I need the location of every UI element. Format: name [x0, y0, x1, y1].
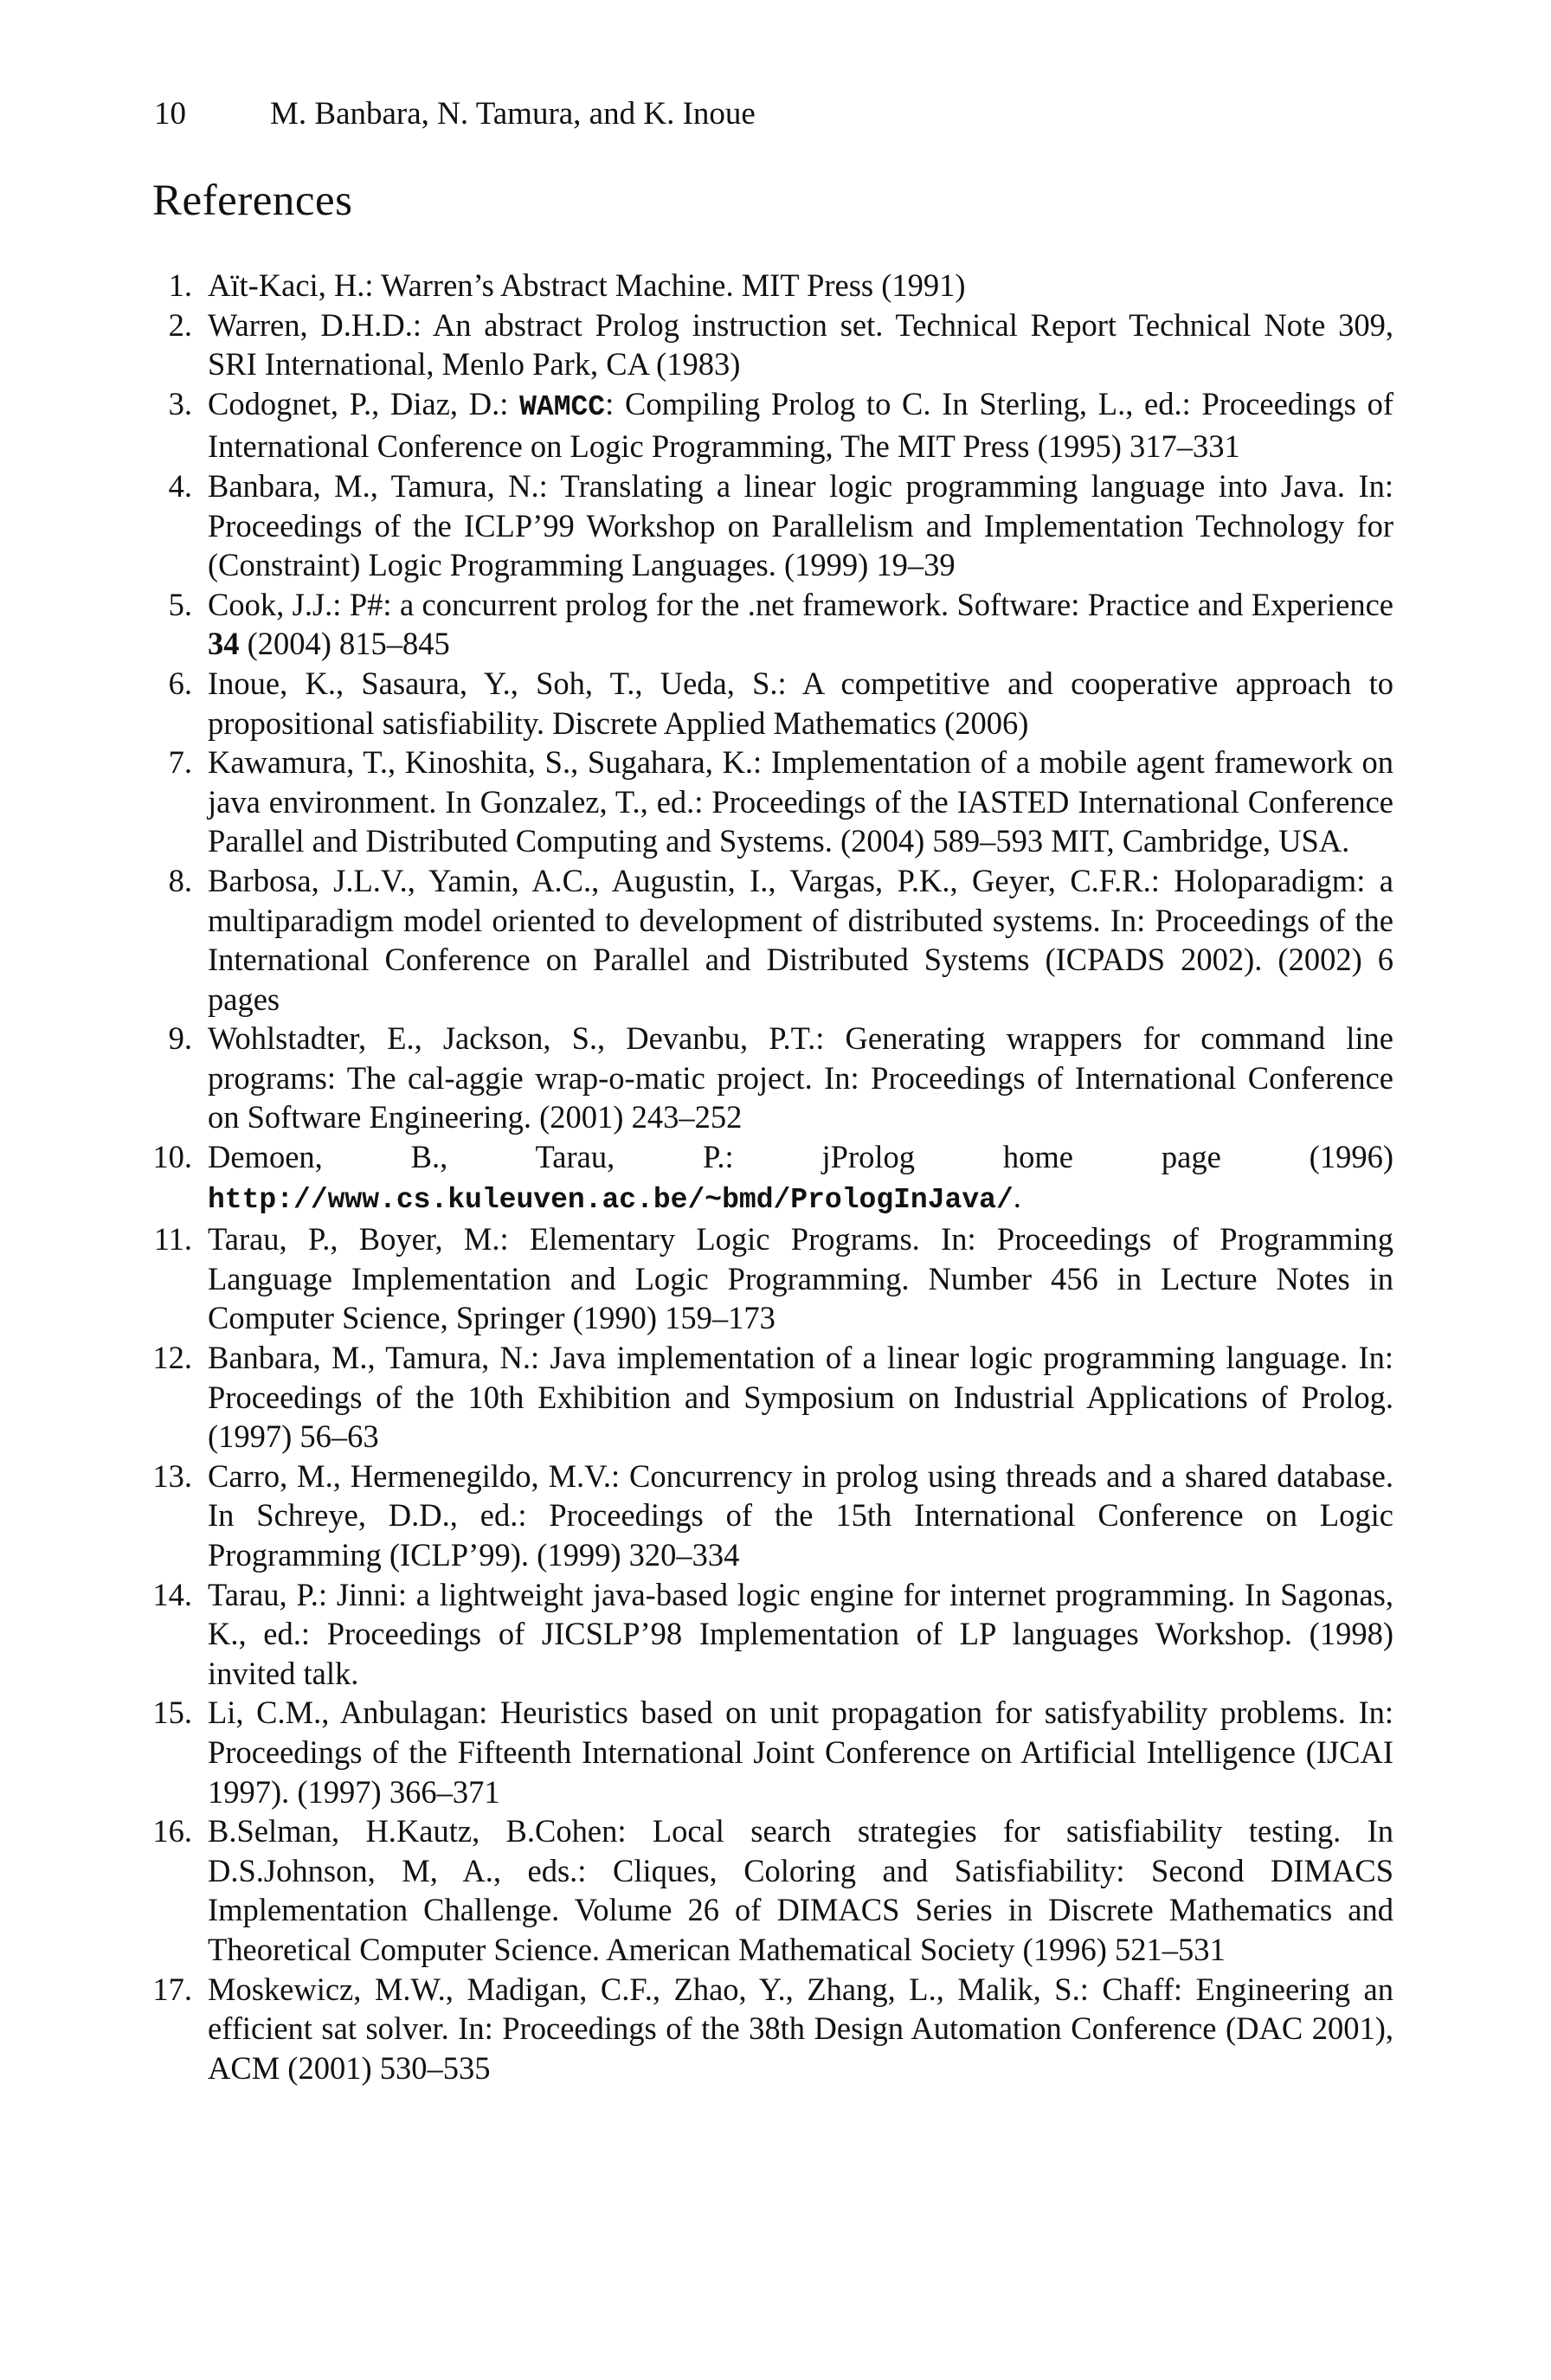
reference-item — [149, 466, 1393, 585]
reference-text-continued: : Compiling Prolog to C. In Sterling, L., ed.: Proceedings of International Conference on Logic Programming, The MIT Press (1995) 317–331 — [208, 385, 1393, 465]
reference-item — [149, 664, 1393, 743]
reference-text: Tarau, P.: Jinni: a lightweight java-based logic engine for internet programming. In Sagonas, K., ed.: Proceedings of JICSLP’98 Implementation of LP languages Workshop. (1998) invited talk. — [208, 1576, 1393, 1691]
reference-number: 6. — [168, 665, 192, 701]
reference-text: Wohlstadter, E., Jackson, S., Devanbu, P.T.: Generating wrappers for command line programs: The cal-aggie wrap-o-matic project. In: Proceedings of International Conference on Software Engineering. (2001) 243–252 — [208, 1020, 1393, 1135]
reference-number: 5. — [168, 586, 192, 622]
reference-number: 17. — [152, 1971, 192, 2007]
reference-text: Tarau, P., Boyer, M.: Elementary Logic Programs. In: Proceedings of Programming Language Implementation and Logic Programming. Number 456 in Lecture Notes in Computer Science, Springer (1990) 159–173 — [208, 1221, 1393, 1336]
reference-number: 2. — [168, 306, 192, 343]
reference-item — [149, 1693, 1393, 1811]
reference-item — [149, 306, 1393, 384]
reference-item — [149, 585, 1393, 664]
reference-text: B.Selman, H.Kautz, B.Cohen: Local search strategies for satisfiability testing. In D.S.Johnson, M, A., eds.: Cliques, Coloring and Satisfiability: Second DIMACS Implementation Challenge. Volume 26 of DIMACS Series in Discrete Mathematics and Theoretical Computer Science. American Mathematical Society (1996) 521–531 — [208, 1813, 1393, 1967]
reference-text: Banbara, M., Tamura, N.: Translating a linear logic programming language into Java. In: Proceedings of the ICLP’99 Workshop on Parallelism and Implementation Technology for (Constraint) Logic Programming Languages. (1999) 19–39 — [208, 467, 1393, 583]
reference-text-continued: (2004) 815–845 — [239, 626, 450, 662]
reference-text-continued: . — [1013, 1178, 1021, 1214]
reference-item — [149, 266, 1393, 306]
reference-item — [149, 1019, 1393, 1137]
reference-item — [149, 1811, 1393, 1969]
reference-text: Banbara, M., Tamura, N.: Java implementation of a linear logic programming language. In: Proceedings of the 10th Exhibition and Symposium on Industrial Applications of Prolog. (1997) 56–63 — [208, 1340, 1393, 1455]
reference-number: 9. — [168, 1020, 192, 1057]
reference-number: 8. — [168, 862, 192, 898]
reference-url[interactable]: http://www.cs.kuleuven.ac.be/~bmd/PrologInJava/ — [208, 1183, 1014, 1216]
reference-item — [149, 861, 1393, 1019]
reference-number: 14. — [152, 1576, 192, 1612]
reference-number: 12. — [152, 1340, 192, 1376]
reference-item — [149, 1457, 1393, 1575]
reference-number: 10. — [152, 1139, 192, 1175]
reference-number: 3. — [168, 385, 192, 421]
reference-number: 13. — [152, 1457, 192, 1494]
reference-item — [149, 1137, 1393, 1219]
running-head — [154, 93, 756, 135]
reference-number: 4. — [168, 467, 192, 504]
reference-text: Warren, D.H.D.: An abstract Prolog instruction set. Technical Report Technical Note 309, SRI International, Menlo Park, CA (1983) — [208, 306, 1393, 383]
reference-text: Carro, M., Hermenegildo, M.V.: Concurrency in prolog using threads and a shared database. In Schreye, D.D., ed.: Proceedings of the 15th International Conference on Logic Programming (ICLP’99). (1999) 320–334 — [208, 1457, 1393, 1573]
reference-text: Moskewicz, M.W., Madigan, C.F., Zhao, Y., Zhang, L., Malik, S.: Chaff: Engineering an efficient sat solver. In: Proceedings of the 38th Design Automation Conference (DAC 2001), ACM (2001) 530–535 — [208, 1971, 1393, 2086]
reference-number: 7. — [168, 744, 192, 781]
reference-text: Cook, J.J.: P#: a concurrent prolog for the .net framework. Software: Practice and Experience — [208, 586, 1393, 622]
reference-item — [149, 384, 1393, 466]
reference-text: Demoen, B., Tarau, P.: jProlog home page (1996) — [208, 1139, 1393, 1175]
reference-number: 11. — [153, 1221, 192, 1258]
reference-item — [149, 1219, 1393, 1338]
reference-number: 1. — [168, 267, 192, 303]
running-head-authors: M. Banbara, N. Tamura, and K. Inoue — [270, 96, 756, 132]
page-number: 10 — [154, 96, 186, 132]
reference-text: Barbosa, J.L.V., Yamin, A.C., Augustin, I., Vargas, P.K., Geyer, C.F.R.: Holoparadigm: a multiparadigm model oriented to development of distributed systems. In: Proceedings of the International Conference on Parallel and Distributed Systems (ICPADS 2002). (2002) 6 pages — [208, 862, 1393, 1017]
reference-number: 16. — [152, 1813, 192, 1849]
reference-item — [149, 1970, 1393, 2088]
section-title: References — [152, 177, 353, 225]
reference-number: 15. — [152, 1695, 192, 1731]
reference-list — [149, 266, 1393, 2087]
reference-code-text: WAMCC — [519, 390, 606, 423]
reference-volume: 34 — [208, 626, 240, 662]
reference-item — [149, 743, 1393, 861]
reference-item — [149, 1338, 1393, 1457]
reference-text: Li, C.M., Anbulagan: Heuristics based on unit propagation for satisfyability problems. In: Proceedings of the Fifteenth International Joint Conference on Artificial Intelligence (IJCAI 1997). (1997) 366–371 — [208, 1695, 1393, 1810]
reference-text: Aït-Kaci, H.: Warren’s Abstract Machine. MIT Press (1991) — [208, 267, 966, 303]
reference-text: Inoue, K., Sasaura, Y., Soh, T., Ueda, S.: A competitive and cooperative approach to propositional satisfiability. Discrete Applied Mathematics (2006) — [208, 665, 1393, 741]
reference-text: Kawamura, T., Kinoshita, S., Sugahara, K.: Implementation of a mobile agent framework on java environment. In Gonzalez, T., ed.: Proceedings of the IASTED International Conference Parallel and Distributed Computing and Systems. (2004) 589–593 MIT, Cambridge, USA. — [208, 744, 1393, 859]
reference-text: Codognet, P., Diaz, D.: — [208, 385, 520, 421]
reference-item — [149, 1575, 1393, 1694]
